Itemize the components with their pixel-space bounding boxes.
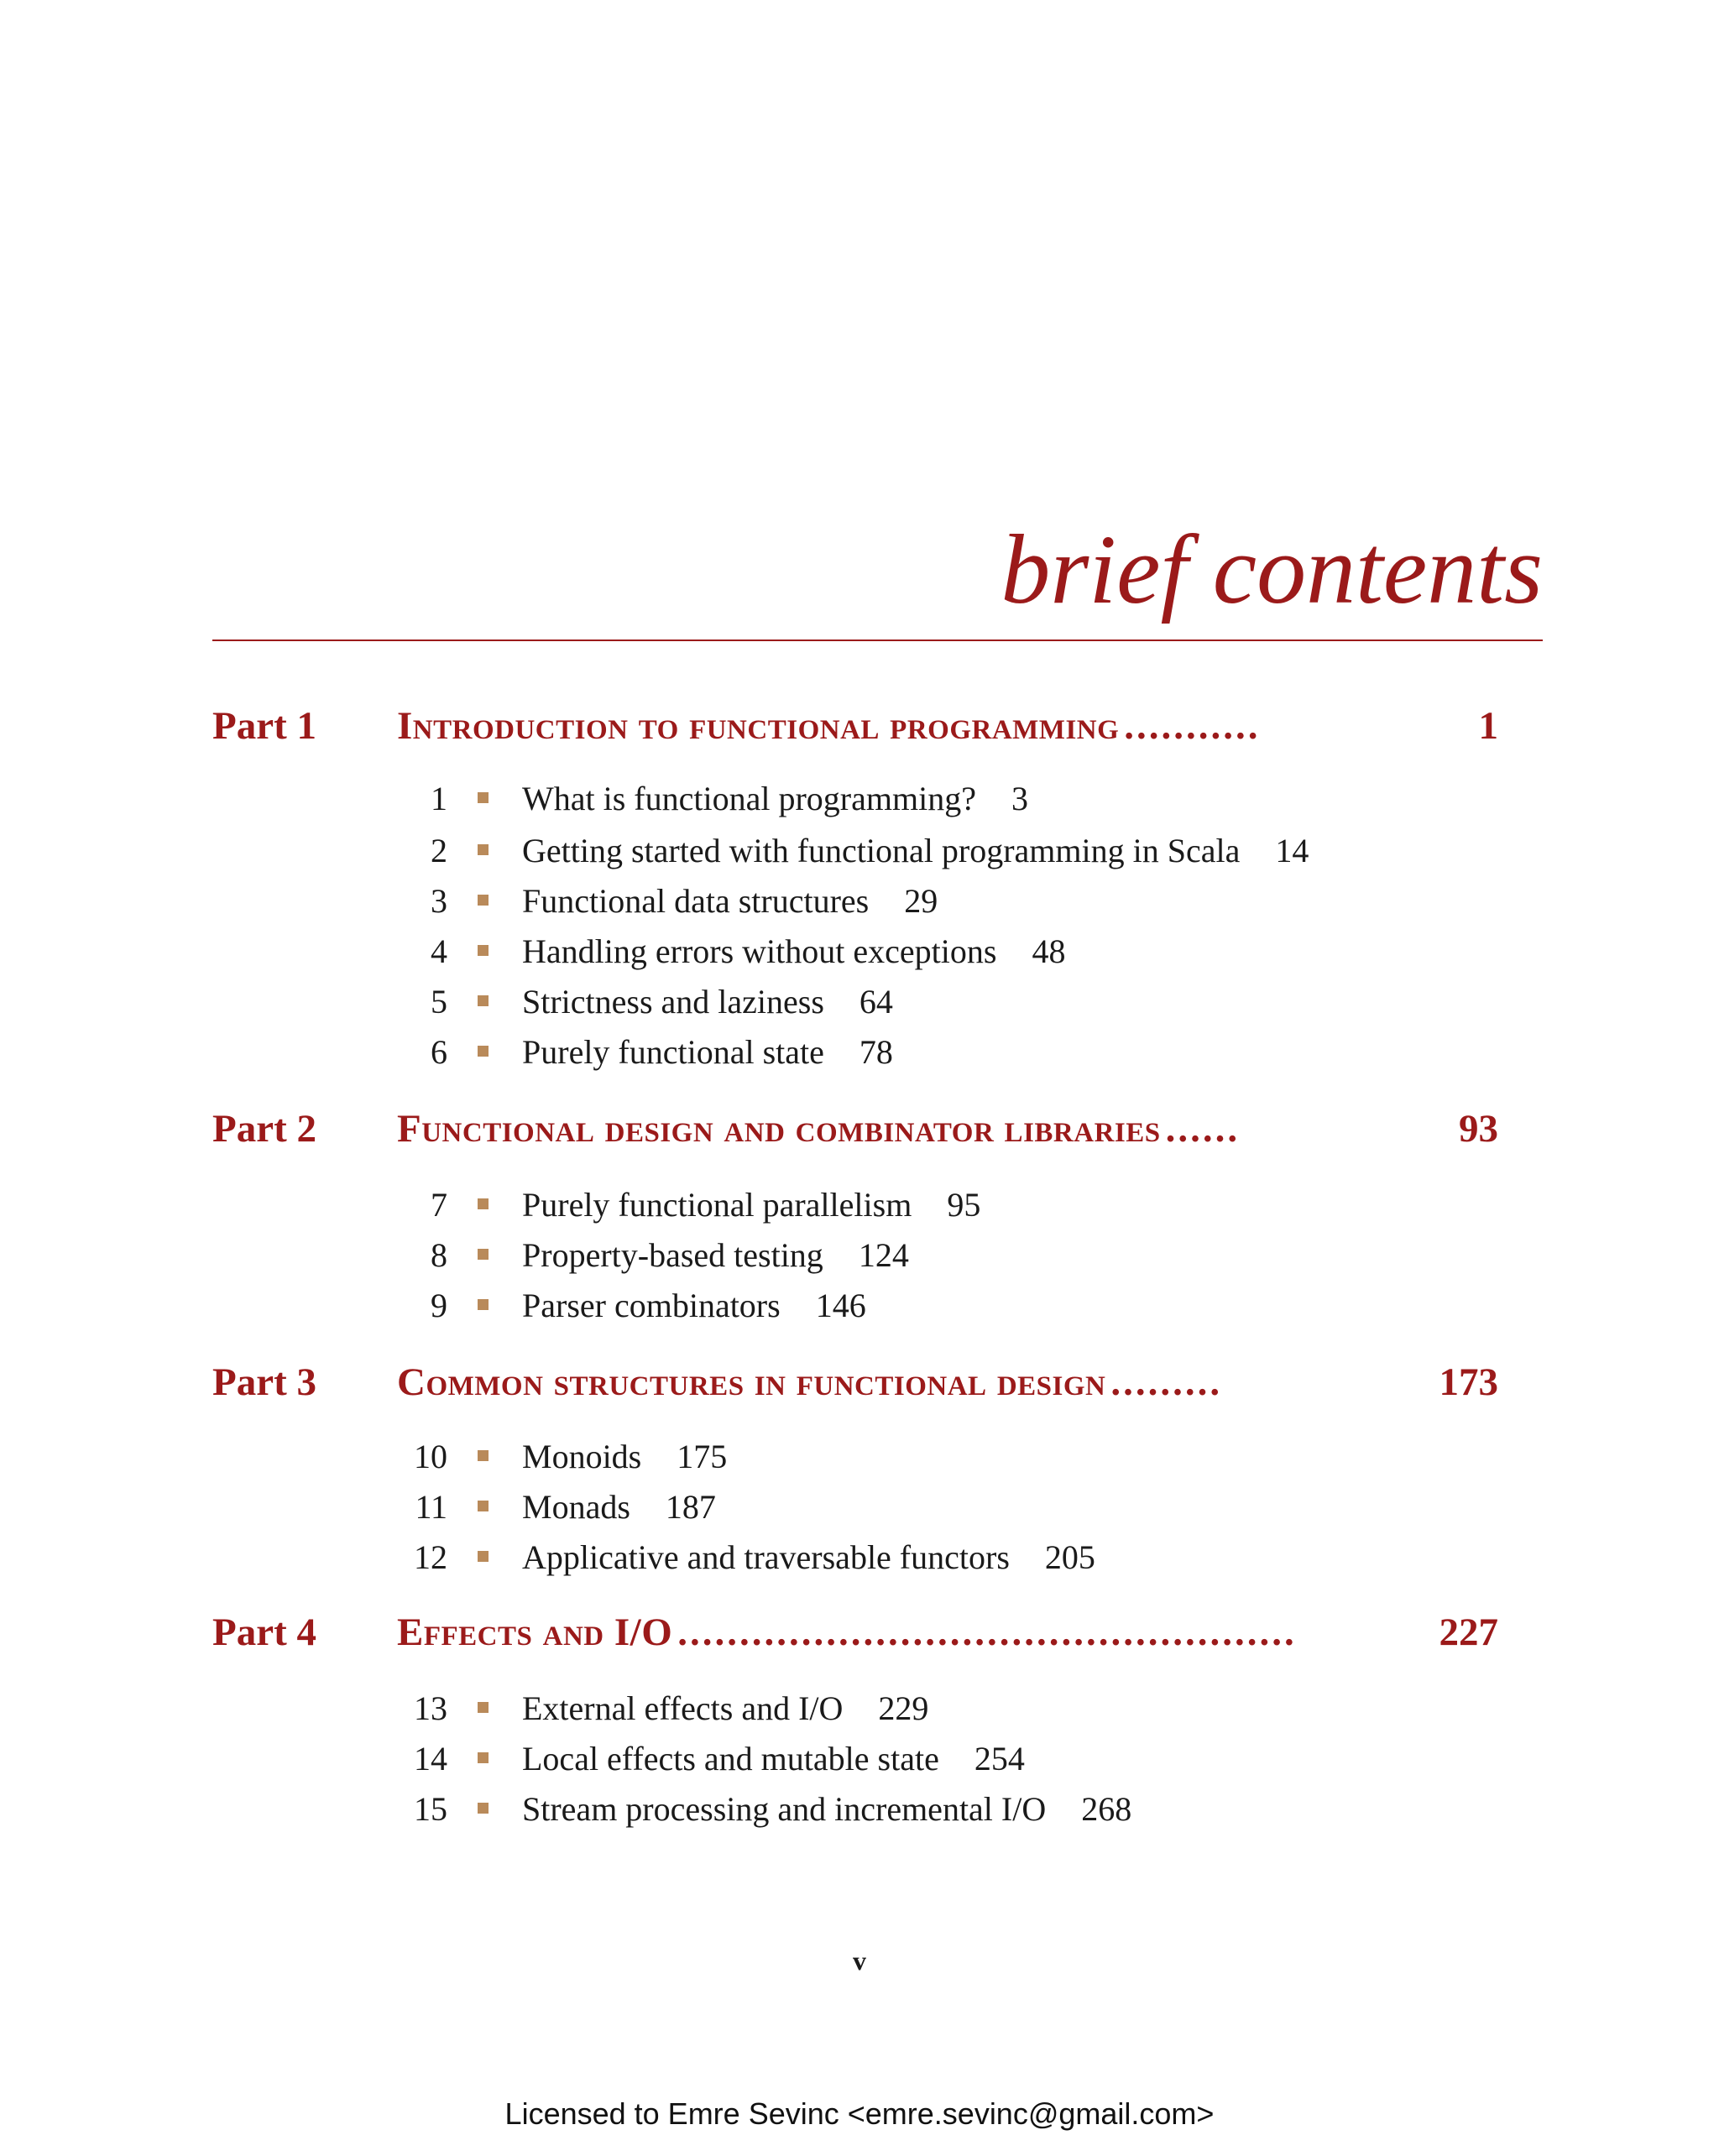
chapter-number: 10 (414, 1438, 447, 1475)
chapter-title: Applicative and traversable functors (522, 1538, 1010, 1576)
part-title: Effects and I/O (397, 1610, 673, 1654)
chapter-entry (369, 932, 1065, 982)
chapter-number: 9 (431, 1287, 447, 1324)
chapter-title: Purely functional parallelism (522, 1186, 912, 1224)
chapter-entry (369, 1235, 909, 1286)
chapter-title: Stream processing and incremental I/O (522, 1790, 1047, 1828)
chapter-entry (369, 1032, 893, 1083)
bullet-icon (478, 945, 489, 956)
page-title: brief contents (1001, 514, 1543, 624)
bullet-icon (478, 1551, 489, 1562)
chapter-title: Parser combinators (522, 1287, 781, 1324)
part-heading (212, 1610, 1498, 1668)
chapter-page: 48 (1032, 932, 1066, 970)
part-page: 227 (1439, 1610, 1498, 1654)
chapter-number: 3 (431, 882, 447, 920)
chapter-number: 7 (431, 1186, 447, 1224)
chapter-number: 11 (415, 1488, 447, 1526)
chapter-title: Purely functional state (522, 1033, 824, 1071)
chapter-number: 1 (431, 780, 447, 817)
chapter-title: Strictness and laziness (522, 983, 824, 1021)
bullet-icon (478, 844, 489, 855)
chapter-entry (369, 1185, 980, 1235)
chapter-entry (369, 1689, 928, 1739)
chapter-title: Property-based testing (522, 1236, 823, 1274)
page-folio: v (853, 1945, 866, 1976)
chapter-entry (369, 1487, 716, 1537)
part-heading (212, 1106, 1498, 1165)
bullet-icon (478, 1046, 489, 1057)
license-notice: Licensed to Emre Sevinc <emre.sevinc@gmail.com> (504, 2096, 1215, 2131)
chapter-entry (369, 1437, 727, 1487)
bullet-icon (478, 1752, 489, 1763)
chapter-page: 205 (1044, 1538, 1095, 1576)
chapter-number: 15 (414, 1790, 447, 1828)
chapter-number: 4 (431, 932, 447, 970)
chapter-number: 6 (431, 1033, 447, 1071)
part-title: Introduction to functional programming (397, 704, 1120, 748)
part-heading (212, 703, 1498, 762)
bullet-icon (478, 995, 489, 1006)
chapter-entry (369, 831, 1309, 881)
chapter-page: 29 (904, 882, 938, 920)
bullet-icon (478, 1501, 489, 1511)
chapter-title: What is functional programming? (522, 780, 976, 817)
part-title: Functional design and combinator libraries (397, 1107, 1161, 1151)
bullet-icon (478, 1198, 489, 1209)
bullet-icon (478, 1450, 489, 1461)
bullet-icon (478, 792, 489, 803)
part-label: Part 4 (212, 1610, 316, 1654)
chapter-number: 13 (414, 1689, 447, 1727)
chapter-number: 14 (414, 1740, 447, 1778)
bullet-icon (478, 1803, 489, 1814)
chapter-entry (369, 779, 1028, 829)
chapter-page: 78 (859, 1033, 893, 1071)
bullet-icon (478, 1249, 489, 1260)
leader-dots: ......... (1110, 1360, 1223, 1404)
chapter-entry (369, 1286, 866, 1336)
title-rule (212, 639, 1543, 641)
chapter-entry (369, 881, 938, 932)
part-heading (212, 1360, 1498, 1418)
chapter-page: 187 (665, 1488, 716, 1526)
bullet-icon (478, 895, 489, 906)
chapter-page: 64 (859, 983, 893, 1021)
part-label: Part 1 (212, 704, 316, 748)
part-page: 1 (1478, 704, 1498, 748)
chapter-number: 12 (414, 1538, 447, 1576)
chapter-page: 229 (878, 1689, 929, 1727)
chapter-title: Getting started with functional programming in Scala (522, 832, 1241, 869)
chapter-title: Monoids (522, 1438, 642, 1475)
chapter-page: 95 (947, 1186, 981, 1224)
bullet-icon (478, 1299, 489, 1310)
leader-dots: .................................................. (677, 1610, 1297, 1654)
leader-dots: ........... (1124, 704, 1261, 748)
chapter-number: 5 (431, 983, 447, 1021)
chapter-page: 146 (815, 1287, 866, 1324)
chapter-title: External effects and I/O (522, 1689, 844, 1727)
chapter-page: 175 (677, 1438, 728, 1475)
part-label: Part 2 (212, 1107, 316, 1151)
leader-dots: ...... (1165, 1107, 1241, 1151)
part-label: Part 3 (212, 1360, 316, 1404)
chapter-page: 14 (1275, 832, 1309, 869)
chapter-title: Functional data structures (522, 882, 870, 920)
chapter-page: 254 (974, 1740, 1025, 1778)
chapter-title: Monads (522, 1488, 630, 1526)
chapter-title: Local effects and mutable state (522, 1740, 939, 1778)
part-page: 93 (1459, 1107, 1498, 1151)
chapter-title: Handling errors without exceptions (522, 932, 997, 970)
chapter-page: 124 (858, 1236, 909, 1274)
chapter-entry (369, 1789, 1131, 1840)
chapter-page: 268 (1081, 1790, 1132, 1828)
chapter-entry (369, 982, 893, 1032)
part-page: 173 (1439, 1360, 1498, 1404)
part-title: Common structures in functional design (397, 1360, 1106, 1404)
chapter-entry (369, 1537, 1095, 1588)
bullet-icon (478, 1702, 489, 1713)
chapter-number: 8 (431, 1236, 447, 1274)
chapter-entry (369, 1739, 1025, 1789)
chapter-number: 2 (431, 832, 447, 869)
chapter-page: 3 (1011, 780, 1028, 817)
